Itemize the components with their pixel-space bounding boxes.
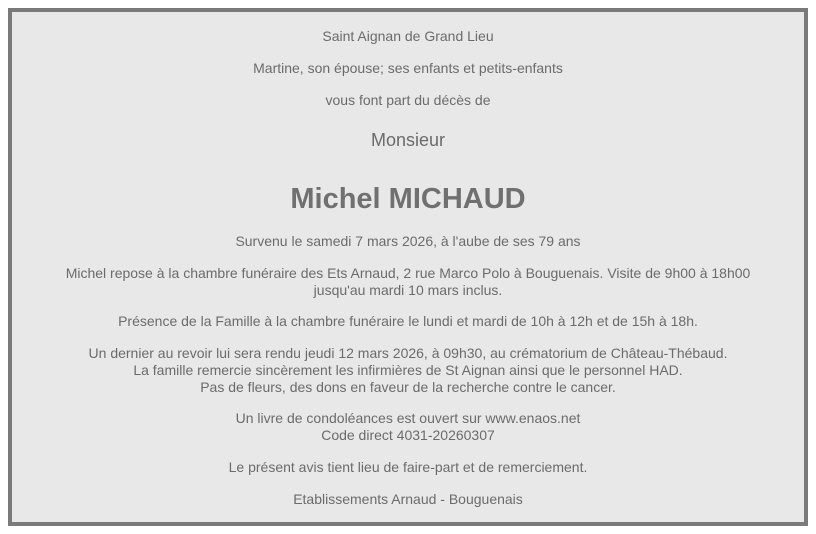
condolences-code: Code direct 4031-20260307 [321,427,495,443]
ceremony-line-3: Pas de fleurs, des dons en faveur de la recherche contre le cancer. [200,379,616,395]
condolences-line-1: Un livre de condoléances est ouvert sur www.enaos.net [235,410,581,426]
location-text: Saint Aignan de Grand Lieu [322,28,494,44]
ceremony-line-1: Un dernier au revoir lui sera rendu jeudi 12 mars 2026, à 09h30, au crématorium de Château-Thébaud. [88,345,728,361]
closing-text: Le présent avis tient lieu de faire-part et de remerciement. [228,459,588,475]
honorific-title: Monsieur [370,130,446,150]
announcement-text: vous font part du décès de [325,92,491,108]
death-notice [8,8,808,526]
signature-text: Etablissements Arnaud - Bouguenais [293,491,523,507]
deceased-name: Michel MICHAUD [290,183,526,215]
family-presence-text: Présence de la Famille à la chambre funéraire le lundi et mardi de 10h à 12h et de 15h à 18h. [118,313,698,329]
rest-location-line-2: jusqu'au mardi 10 mars inclus. [313,282,503,298]
family-text: Martine, son épouse; ses enfants et petits-enfants [253,60,563,76]
rest-location-line-1: Michel repose à la chambre funéraire des Ets Arnaud, 2 rue Marco Polo à Bouguenais. Visite de 9h00 à 18h00 [65,265,751,281]
death-date-text: Survenu le samedi 7 mars 2026, à l'aube de ses 79 ans [235,233,581,249]
ceremony-line-2: La famille remercie sincèrement les infirmières de St Aignan ainsi que le personnel HAD. [133,362,683,378]
